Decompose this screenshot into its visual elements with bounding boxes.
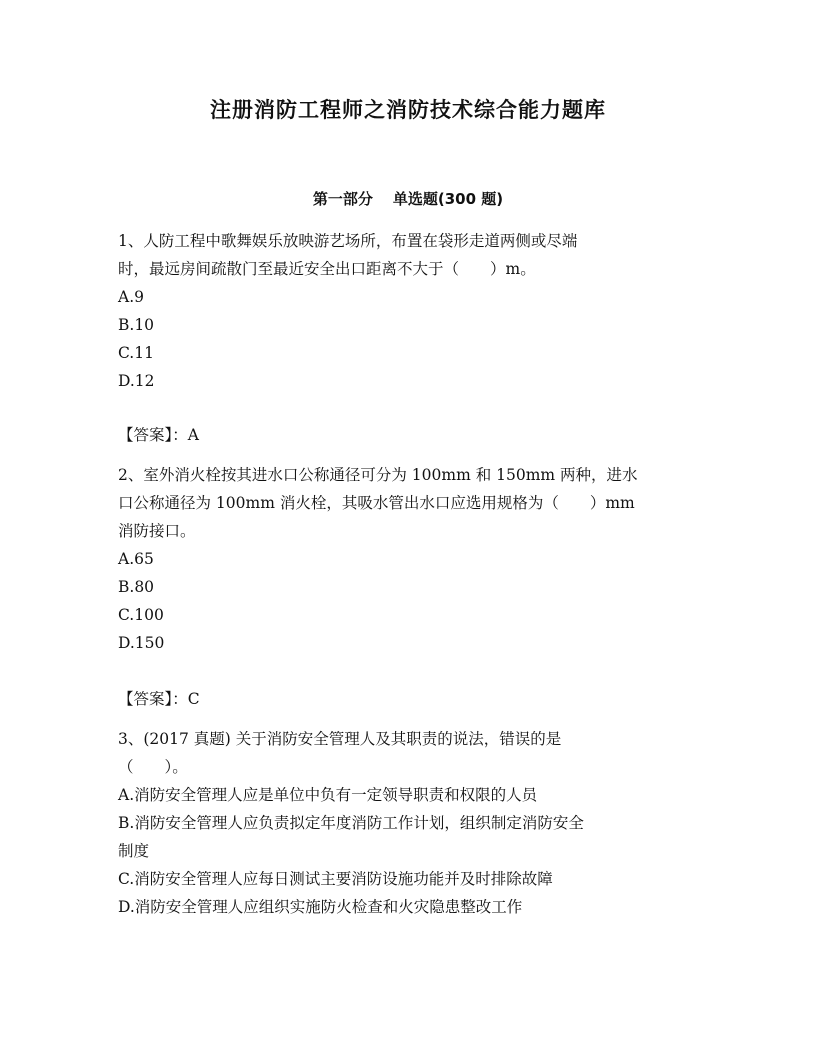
question-2-option-a: A.65 <box>118 550 154 568</box>
question-1-option-a: A.9 <box>118 288 144 306</box>
question-3-option-a: A.消防安全管理人应是单位中负有一定领导职责和权限的人员 <box>118 786 538 804</box>
question-2-answer: 【答案】：C <box>118 690 200 708</box>
question-2 <box>118 461 698 657</box>
question-1 <box>118 227 698 395</box>
question-2-line-3: 消防接口。 <box>118 522 196 540</box>
section-part: 第一部分 <box>312 190 373 208</box>
question-1-line-2: 时，最远房间疏散门至最近安全出口距离不大于（ ）m。 <box>118 260 536 278</box>
question-2-option-c: C.100 <box>118 606 164 624</box>
question-3-option-c: C.消防安全管理人应每日测试主要消防设施功能并及时排除故障 <box>118 870 553 888</box>
question-3 <box>118 725 698 921</box>
question-2-line-1: 2、室外消火栓按其进水口公称通径可分为 100mm 和 150mm 两种，进水 <box>118 466 638 484</box>
section-title <box>0 186 816 212</box>
document-title: 注册消防工程师之消防技术综合能力题库 <box>210 98 606 122</box>
question-3-option-d: D.消防安全管理人应组织实施防火检查和火灾隐患整改工作 <box>118 898 523 916</box>
question-1-line-1: 1、人防工程中歌舞娱乐放映游艺场所，布置在袋形走道两侧或尽端 <box>118 232 578 250</box>
question-2-option-d: D.150 <box>118 634 165 652</box>
question-2-option-b: B.80 <box>118 578 155 596</box>
question-3-line-2: （ ）。 <box>118 758 188 776</box>
question-1-option-b: B.10 <box>118 316 155 334</box>
question-3-line-1: 3、(2017 真题) 关于消防安全管理人及其职责的说法，错误的是 <box>118 730 562 748</box>
question-3-option-b-cont: 制度 <box>118 842 150 860</box>
question-2-line-2: 口公称通径为 100mm 消火栓，其吸水管出水口应选用规格为（ ）mm <box>118 494 635 512</box>
section-type: 单选题(300 题) <box>392 190 504 208</box>
question-1-answer: 【答案】：A <box>118 426 199 444</box>
question-3-option-b: B.消防安全管理人应负责拟定年度消防工作计划，组织制定消防安全 <box>118 814 584 832</box>
question-1-option-d: D.12 <box>118 372 155 390</box>
question-1-option-c: C.11 <box>118 344 154 362</box>
